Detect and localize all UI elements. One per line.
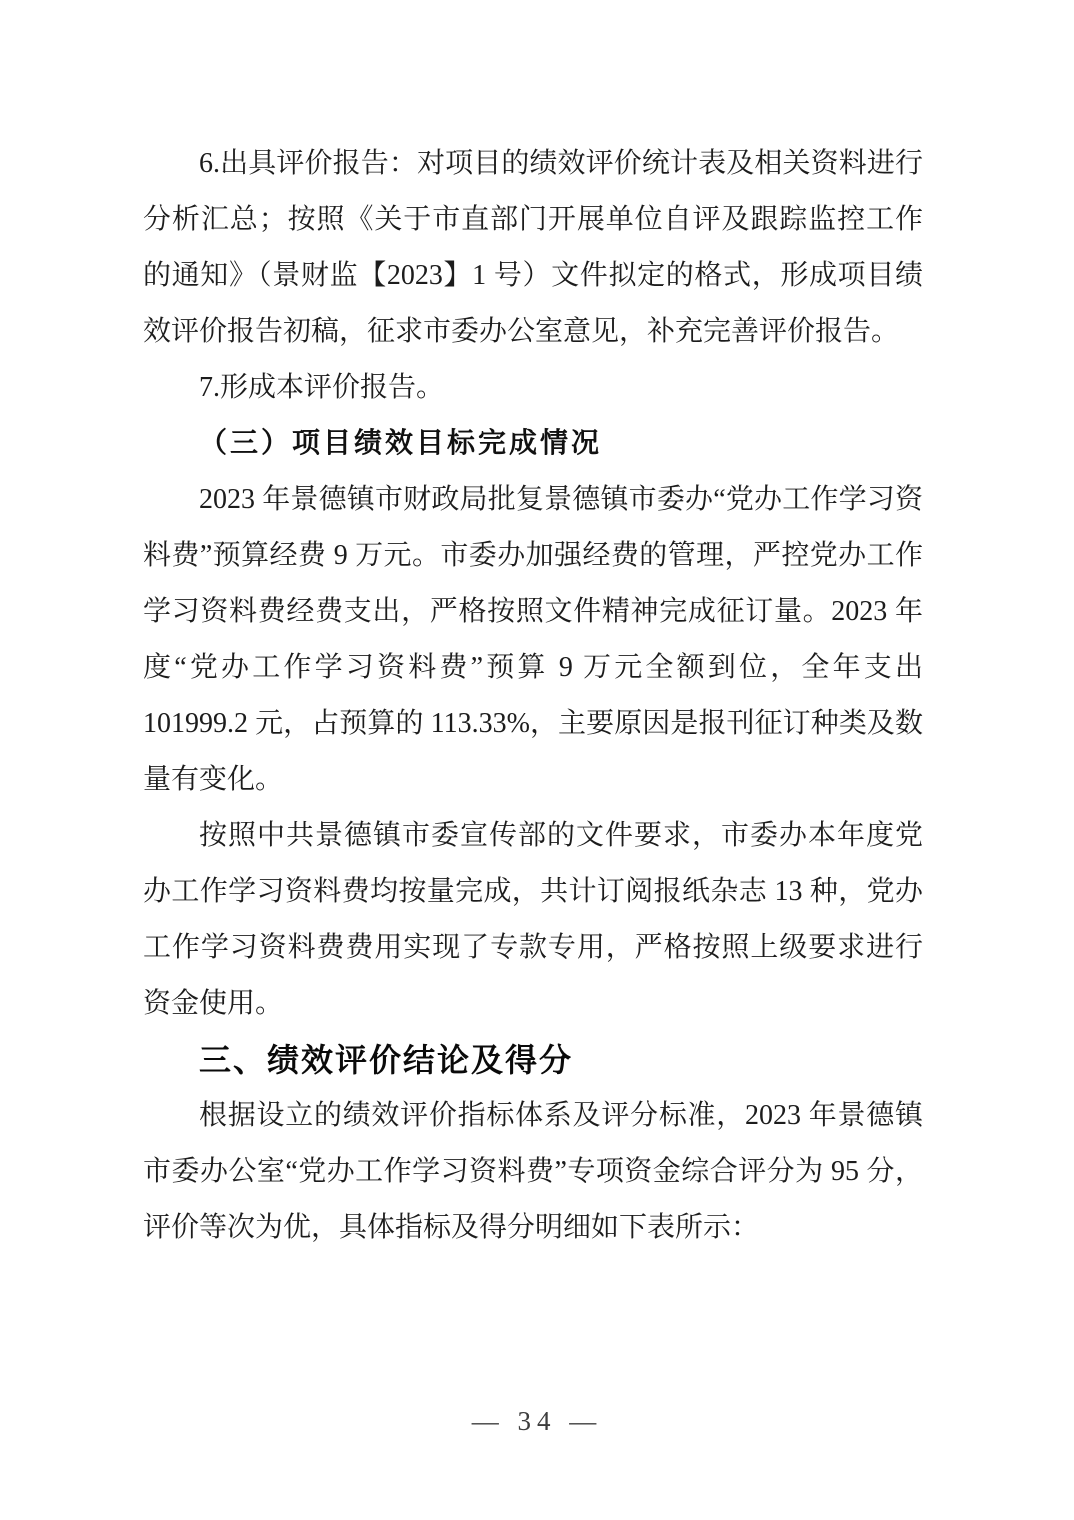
paragraph-evaluation-report-step7: 7.形成本评价报告。: [199, 372, 445, 403]
paragraph-evaluation-report-step6: 6.出具评价报告：对项目的绩效评价统计表及相关资料进行分析汇总；按照《关于市直部门开展单位自评及跟踪监控工作的通知》（景财监【2023】1 号）文件拟定的格式，形成项目绩效评价报告初稿，征求市委办公室意见，补充完善评价报告。: [143, 148, 923, 347]
section-heading-evaluation-conclusion: 三、绩效评价结论及得分: [199, 1042, 574, 1078]
paragraph-evaluation-score: 根据设立的绩效评价指标体系及评分标准，2023 年景德镇市委办公室“党办工作学习资料费”专项资金综合评分为 95 分，评价等次为优，具体指标及得分明细如下表所示：: [143, 1100, 923, 1243]
document-body: [143, 136, 923, 1256]
paragraph-fund-usage: 按照中共景德镇市委宣传部的文件要求，市委办本年度党办工作学习资料费均按量完成，共计订阅报纸杂志 13 种，党办工作学习资料费费用实现了专款专用，严格按照上级要求进行资金使用。: [143, 820, 923, 1019]
section-heading-project-goal-completion: （三）项目绩效目标完成情况: [199, 428, 603, 459]
page-number: — 34 —: [471, 1406, 603, 1436]
paragraph-budget-execution: 2023 年景德镇市财政局批复景德镇市委办“党办工作学习资料费”预算经费 9 万元。市委办加强经费的管理，严控党办工作学习资料费经费支出，严格按照文件精神完成征订量。2023 年度“党办工作学习资料费”预算 9 万元全额到位，全年支出 101999.2 元，占预算的 113.33%，主要原因是报刊征订种类及数量有变化。: [143, 484, 923, 795]
